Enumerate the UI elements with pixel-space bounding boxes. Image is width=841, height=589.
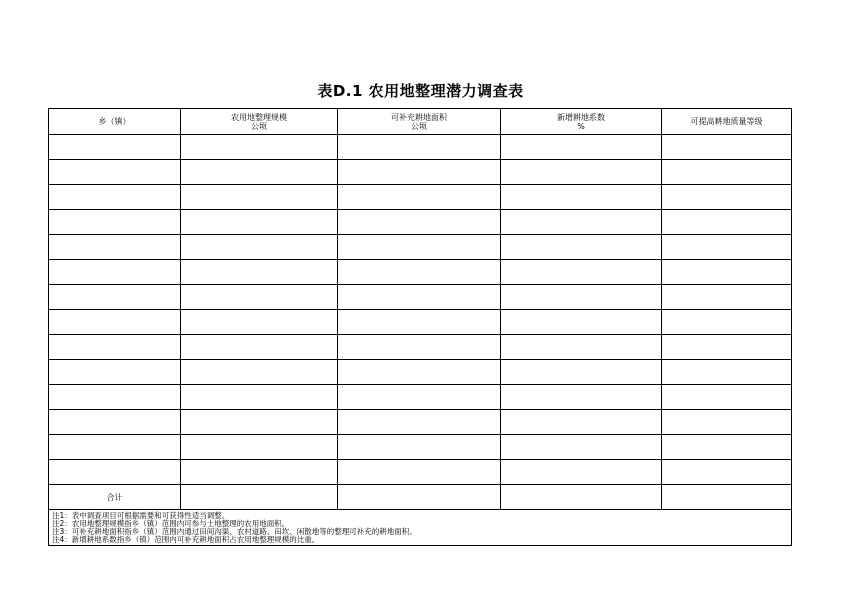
table-row <box>49 160 792 185</box>
table-cell[interactable] <box>501 260 662 285</box>
table-cell[interactable] <box>662 285 792 310</box>
table-cell[interactable] <box>181 260 338 285</box>
table-row <box>49 360 792 385</box>
table-cell[interactable] <box>181 360 338 385</box>
table-cell[interactable] <box>181 335 338 360</box>
total-cell[interactable] <box>181 485 338 510</box>
table-cell[interactable] <box>338 335 501 360</box>
table-cell[interactable] <box>338 135 501 160</box>
table-cell[interactable] <box>181 210 338 235</box>
table-cell[interactable] <box>662 135 792 160</box>
table-cell[interactable] <box>501 335 662 360</box>
table-cell[interactable] <box>501 460 662 485</box>
table-cell[interactable] <box>49 235 181 260</box>
note-line: 注4：新增耕地系数指乡（镇）范围内可补充耕地面积占农用地整理规模的比重。 <box>52 535 320 544</box>
table-cell[interactable] <box>49 285 181 310</box>
table-cell[interactable] <box>49 435 181 460</box>
table-cell[interactable] <box>181 235 338 260</box>
table-cell[interactable] <box>338 460 501 485</box>
total-label: 合计 <box>49 485 181 510</box>
table-cell[interactable] <box>338 385 501 410</box>
table-cell[interactable] <box>338 360 501 385</box>
table-cell[interactable] <box>662 460 792 485</box>
table-cell[interactable] <box>662 435 792 460</box>
table-cell[interactable] <box>181 185 338 210</box>
table-cell[interactable] <box>662 310 792 335</box>
total-cell[interactable] <box>338 485 501 510</box>
total-cell[interactable] <box>501 485 662 510</box>
table-cell[interactable] <box>338 285 501 310</box>
table-cell[interactable] <box>338 185 501 210</box>
note-line: 注1：表中调查项目可根据需要和可获得性适当调整。 <box>52 511 230 520</box>
header-township: 乡（镇） <box>49 109 181 135</box>
table-row <box>49 385 792 410</box>
unit-label: 公顷 <box>251 121 267 131</box>
table-row <box>49 410 792 435</box>
table-cell[interactable] <box>501 385 662 410</box>
table-cell[interactable] <box>338 235 501 260</box>
table-cell[interactable] <box>181 460 338 485</box>
table-cell[interactable] <box>181 385 338 410</box>
table-row <box>49 260 792 285</box>
table-cell[interactable] <box>501 160 662 185</box>
table-header-row <box>49 109 792 135</box>
table-cell[interactable] <box>181 285 338 310</box>
table-cell[interactable] <box>662 235 792 260</box>
table-row <box>49 435 792 460</box>
table-cell[interactable] <box>338 210 501 235</box>
header-new-farmland-coefficient: 新增耕地系数 % <box>501 109 662 135</box>
unit-label: 公顷 <box>411 121 427 131</box>
table-cell[interactable] <box>49 185 181 210</box>
table-cell[interactable] <box>338 310 501 335</box>
table-cell[interactable] <box>181 435 338 460</box>
table-cell[interactable] <box>662 385 792 410</box>
table-cell[interactable] <box>501 410 662 435</box>
notes-section <box>49 510 792 546</box>
table-cell[interactable] <box>49 135 181 160</box>
table-cell[interactable] <box>662 210 792 235</box>
table-row <box>49 185 792 210</box>
table-cell[interactable] <box>662 410 792 435</box>
table-row <box>49 135 792 160</box>
table-row <box>49 310 792 335</box>
table-cell[interactable] <box>49 335 181 360</box>
table-cell[interactable] <box>49 460 181 485</box>
table-cell[interactable] <box>662 185 792 210</box>
table-cell[interactable] <box>662 335 792 360</box>
table-cell[interactable] <box>181 160 338 185</box>
table-cell[interactable] <box>49 360 181 385</box>
table-cell[interactable] <box>501 285 662 310</box>
survey-table <box>48 108 792 546</box>
header-consolidation-scale: 农用地整理规模 公顷 <box>181 109 338 135</box>
total-cell[interactable] <box>662 485 792 510</box>
header-supplementary-area: 可补充耕地面积 公顷 <box>338 109 501 135</box>
table-cell[interactable] <box>662 260 792 285</box>
table-cell[interactable] <box>181 410 338 435</box>
table-cell[interactable] <box>501 360 662 385</box>
page-title: 表D.1 农用地整理潜力调查表 <box>317 82 524 100</box>
table-cell[interactable] <box>338 160 501 185</box>
table-cell[interactable] <box>181 310 338 335</box>
total-row <box>49 485 792 510</box>
table-row <box>49 210 792 235</box>
table-cell[interactable] <box>181 135 338 160</box>
note-line: 注2：农用地整理规模指乡（镇）范围内可参与土地整理的农用地面积。 <box>52 519 290 528</box>
notes-row <box>49 510 792 546</box>
table-cell[interactable] <box>501 235 662 260</box>
table-cell[interactable] <box>338 435 501 460</box>
table-cell[interactable] <box>49 160 181 185</box>
table-cell[interactable] <box>49 210 181 235</box>
table-cell[interactable] <box>501 435 662 460</box>
table-cell[interactable] <box>338 410 501 435</box>
table-cell[interactable] <box>662 160 792 185</box>
table-row <box>49 285 792 310</box>
table-row <box>49 335 792 360</box>
table-cell[interactable] <box>49 410 181 435</box>
table-cell[interactable] <box>49 385 181 410</box>
table-cell[interactable] <box>501 210 662 235</box>
header-quality-grade: 可提高耕地质量等级 <box>662 109 792 135</box>
table-cell[interactable] <box>49 310 181 335</box>
table-body <box>49 135 792 546</box>
table-cell[interactable] <box>662 360 792 385</box>
table-row <box>49 460 792 485</box>
unit-label: % <box>577 121 585 131</box>
table-cell[interactable] <box>501 310 662 335</box>
note-line: 注3：可补充耕地面积指乡（镇）范围内通过田间沟渠、农村道路、田坎、闲散地等的整理可补充的耕地面积。 <box>52 527 417 536</box>
table-cell[interactable] <box>501 185 662 210</box>
table-cell[interactable] <box>501 135 662 160</box>
table-cell[interactable] <box>338 260 501 285</box>
table-row <box>49 235 792 260</box>
table-cell[interactable] <box>49 260 181 285</box>
